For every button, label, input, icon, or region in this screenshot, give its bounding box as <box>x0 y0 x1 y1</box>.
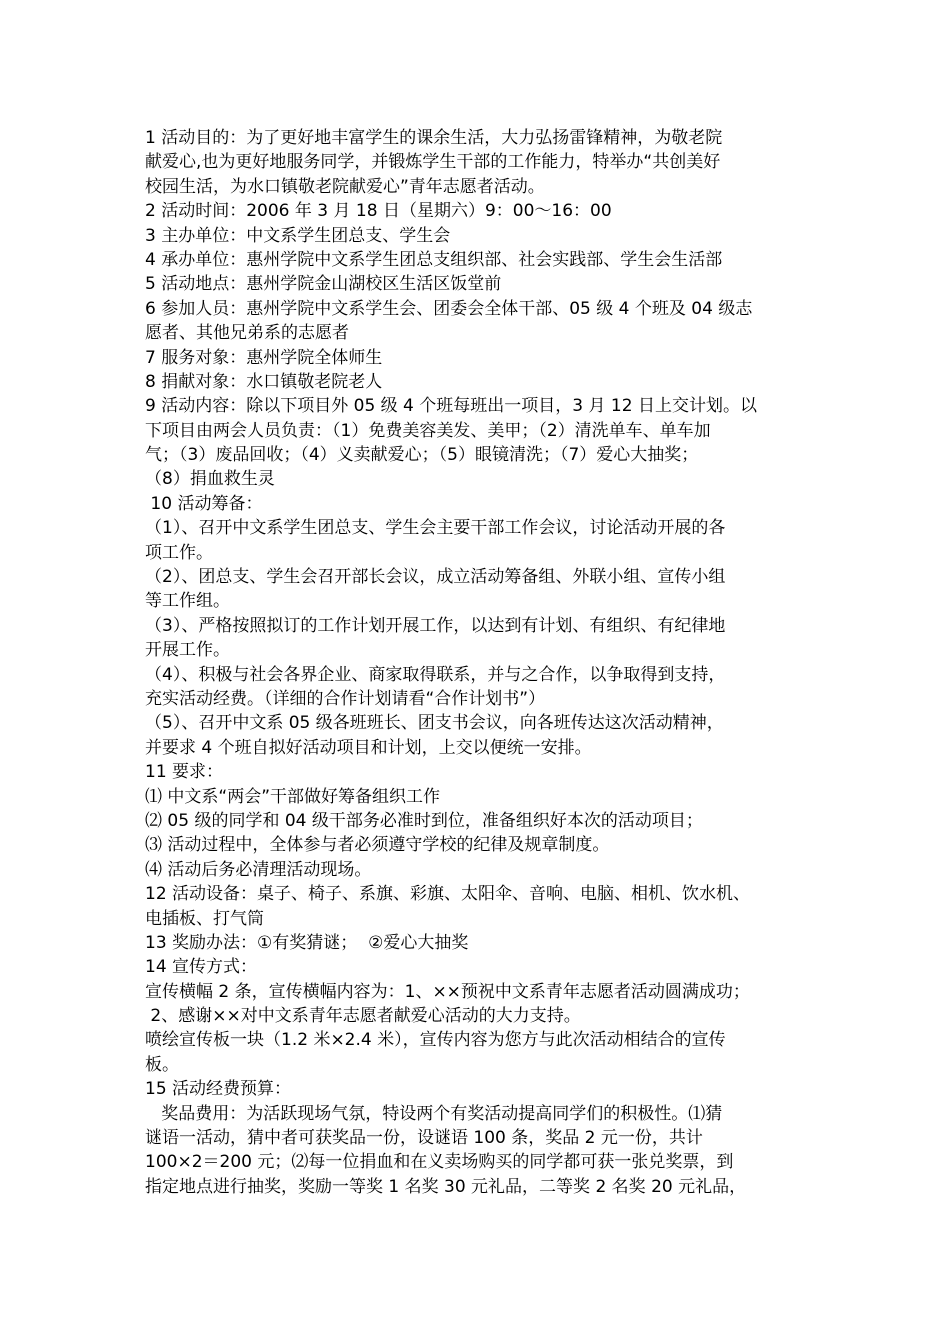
text-line: 6 参加人员：惠州学院中文系学生会、团委会全体干部、05 级 4 个班及 04 级志 <box>145 298 753 319</box>
text-line: 2 活动时间：2006 年 3 月 18 日（星期六）9：00～16：00 <box>145 201 612 222</box>
text-line: 板。 <box>145 1054 179 1075</box>
text-line: ⑴ 中文系“两会”干部做好筹备组织工作 <box>145 786 441 807</box>
text-line: ⑵ 05 级的同学和 04 级干部务必准时到位，准备组织好本次的活动项目； <box>145 810 703 831</box>
text-line: ⑷ 活动后务必清理活动现场。 <box>145 859 372 880</box>
text-line: 15 活动经费预算： <box>145 1079 292 1100</box>
text-line: 10 活动筹备： <box>145 493 263 514</box>
text-line: 奖品费用：为活跃现场气氛，特设两个有奖活动提高同学们的积极性。⑴猜 <box>145 1103 723 1124</box>
text-line: 宣传横幅 2 条，宣传横幅内容为：1、××预祝中文系青年志愿者活动圆满成功； <box>145 981 750 1002</box>
text-line: 5 活动地点：惠州学院金山湖校区生活区饭堂前 <box>145 274 502 295</box>
text-line: 气；（3）废品回收；（4）义卖献爱心；（5）眼镜清洗；（7）爱心大抽奖； <box>145 445 699 466</box>
text-line: 下项目由两会人员负责：（1）免费美容美发、美甲；（2）清洗单车、单车加 <box>145 420 711 441</box>
text-line: 13 奖励办法：①有奖猜谜； ②爱心大抽奖 <box>145 932 469 953</box>
text-line: 献爱心,也为更好地服务同学，并锻炼学生干部的工作能力，特举办“共创美好 <box>145 152 721 173</box>
text-line: 喷绘宣传板一块（1.2 米×2.4 米），宣传内容为您方与此次活动相结合的宣传 <box>145 1030 726 1051</box>
text-line: 等工作组。 <box>145 591 230 612</box>
text-line: 愿者、其他兄弟系的志愿者 <box>145 323 349 344</box>
text-line: 并要求 4 个班自拟好活动项目和计划，上交以便统一安排。 <box>145 737 592 758</box>
text-line: 7 服务对象：惠州学院全体师生 <box>145 347 383 368</box>
text-line: 4 承办单位：惠州学院中文系学生团总支组织部、社会实践部、学生会生活部 <box>145 249 723 270</box>
text-line: （8）捐血救生灵 <box>145 469 275 490</box>
text-line: 指定地点进行抽奖，奖励一等奖 1 名奖 30 元礼品，二等奖 2 名奖 20 元礼品， <box>145 1176 747 1197</box>
text-line: 8 捐献对象：水口镇敬老院老人 <box>145 371 383 392</box>
document-body <box>145 126 825 1199</box>
text-line: 2、感谢××对中文系青年志愿者献爱心活动的大力支持。 <box>145 1006 581 1027</box>
text-line: 11 要求： <box>145 762 224 783</box>
text-line: 开展工作。 <box>145 640 230 661</box>
text-line: 12 活动设备：桌子、椅子、系旗、彩旗、太阳伞、音响、电脑、相机、饮水机、 <box>145 884 751 905</box>
text-line: ⑶ 活动过程中，全体参与者必须遵守学校的纪律及规章制度。 <box>145 835 610 856</box>
text-line: （1）、召开中文系学生团总支、学生会主要干部工作会议，讨论活动开展的各 <box>145 518 726 539</box>
text-line: 3 主办单位：中文系学生团总支、学生会 <box>145 225 451 246</box>
text-line: 项工作。 <box>145 542 213 563</box>
text-line: 谜语一活动，猜中者可获奖品一份，设谜语 100 条，奖品 2 元一份，共计 <box>145 1128 703 1149</box>
text-line: （2）、团总支、学生会召开部长会议，成立活动筹备组、外联小组、宣传小组 <box>145 567 726 588</box>
text-line: （4）、积极与社会各界企业、商家取得联系，并与之合作，以争取得到支持， <box>145 664 726 685</box>
text-line: （3）、严格按照拟订的工作计划开展工作，以达到有计划、有组织、有纪律地 <box>145 615 726 636</box>
text-line: 9 活动内容：除以下项目外 05 级 4 个班每班出一项目，3 月 12 日上交计划。以 <box>145 396 757 417</box>
text-line: 14 宣传方式： <box>145 957 258 978</box>
text-line: （5）、召开中文系 05 级各班班长、团支书会议，向各班传达这次活动精神， <box>145 713 724 734</box>
text-line: 校园生活，为水口镇敬老院献爱心”青年志愿者活动。 <box>145 176 545 197</box>
text-line: 100×2＝200 元；⑵每一位捐血和在义卖场购买的同学都可获一张兑奖票，到 <box>145 1152 734 1173</box>
text-line: 电插板、打气筒 <box>145 908 264 929</box>
text-line: 1 活动目的：为了更好地丰富学生的课余生活，大力弘扬雷锋精神，为敬老院 <box>145 128 723 148</box>
text-line: 充实活动经费。（详细的合作计划请看“合作计划书”） <box>145 688 546 709</box>
